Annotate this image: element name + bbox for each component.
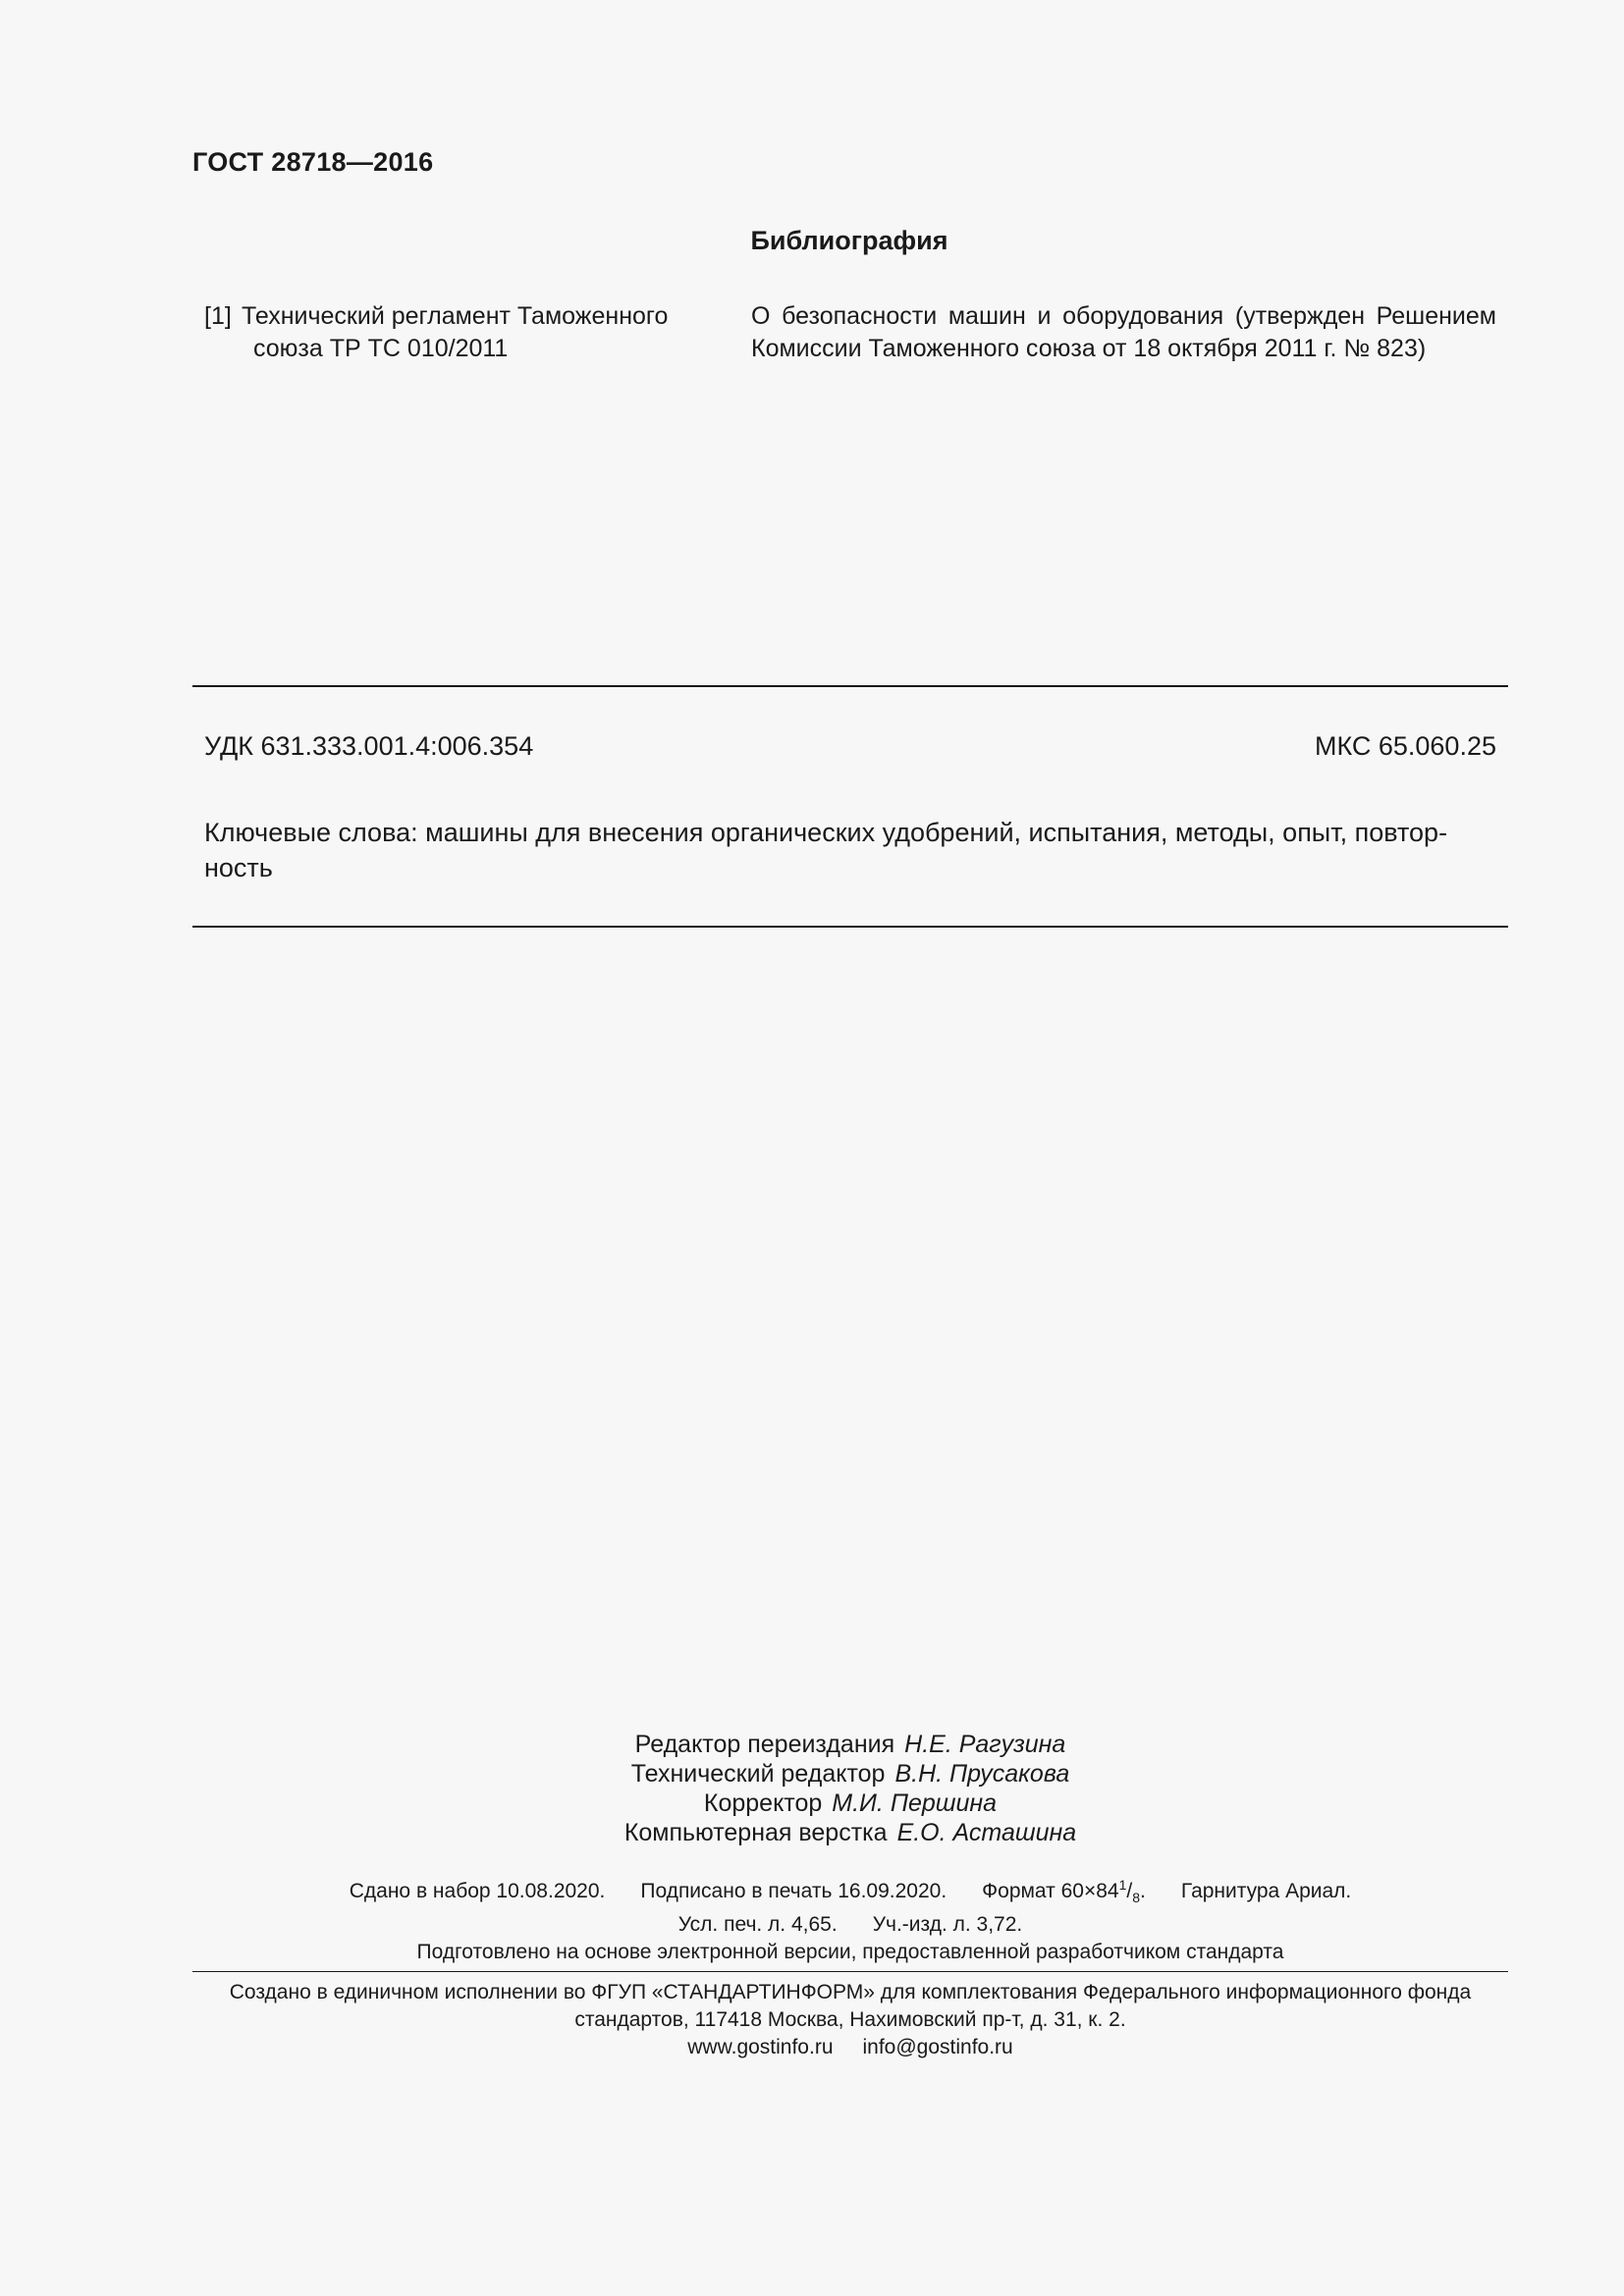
mks-code: МКС 65.060.25 (1314, 731, 1496, 761)
credit-person: В.Н. Прусакова (894, 1760, 1070, 1788)
typeface: Гарнитура Ариал. (1180, 1880, 1352, 1902)
credit-row (192, 1759, 1508, 1789)
credit-role: Компьютерная верстка (623, 1819, 888, 1846)
footer-contacts (192, 2034, 1508, 2061)
footer-line2: стандартов, 117418 Москва, Нахимовский пр-т, д. 31, к. 2. (574, 2008, 1126, 2031)
credit-role: Технический редактор (630, 1760, 886, 1788)
website-link[interactable]: www.gostinfo.ru (687, 2036, 834, 2058)
credit-role: Корректор (703, 1789, 823, 1817)
divider-footer (192, 1971, 1508, 1972)
email-link[interactable]: info@gostinfo.ru (862, 2036, 1013, 2058)
submitted-date: Сдано в набор 10.08.2020. (349, 1880, 606, 1902)
credit-person: Е.О. Асташина (896, 1819, 1077, 1846)
keywords-text: машины для внесения органических удобрений, испытания, методы, опыт, повтор-ность (204, 818, 1448, 882)
print-sheets: Усл. печ. л. 4,65. (677, 1913, 838, 1937)
keywords-block (204, 815, 1496, 885)
divider-top (192, 685, 1508, 687)
keywords-label: Ключевые слова: (204, 818, 418, 847)
credits-block (192, 1730, 1508, 1847)
bibliography-entry-number: [1] (204, 302, 232, 330)
document-designation: ГОСТ 28718—2016 (192, 147, 434, 177)
print-info-block (192, 1871, 1508, 1966)
credit-row (192, 1818, 1508, 1847)
print-info-line1 (192, 1871, 1508, 1911)
prepared-note: Подготовлено на основе электронной версии, предоставленной разработчиком стандарта (416, 1941, 1284, 1964)
bibliography-entry-document (242, 300, 732, 365)
publisher-footer (192, 1979, 1508, 2061)
bibliography-entry-document-line2: союза ТР ТС 010/2011 (253, 335, 509, 362)
credit-person: М.И. Першина (832, 1789, 998, 1817)
bibliography-entry-document-line1: Технический регламент Таможенного (242, 302, 669, 330)
publication-sheets: Уч.-изд. л. 3,72. (872, 1913, 1023, 1937)
footer-line1: Создано в единичном исполнении во ФГУП «СТАНДАРТИНФОРМ» для комплектования Федерального информационного фонда (229, 1981, 1472, 2003)
divider-middle (192, 926, 1508, 928)
bibliography-title: Библиография (750, 226, 948, 255)
signed-date: Подписано в печать 16.09.2020. (640, 1880, 947, 1902)
print-info-line2 (192, 1911, 1508, 1939)
print-format: Формат $60\times 84^1/_8$. (982, 1877, 1146, 1906)
credit-role: Редактор переиздания (634, 1731, 895, 1758)
bibliography-entry-description: О безопасности машин и оборудования (утвержден Решением Комиссии Таможенного союза от 18 октября 2011 г. № 823) (751, 302, 1496, 362)
credit-person: Н.Е. Рагузина (904, 1731, 1066, 1758)
credit-row (192, 1789, 1508, 1818)
udk-code: УДК 631.333.001.4:006.354 (204, 731, 534, 761)
credit-row (192, 1730, 1508, 1759)
